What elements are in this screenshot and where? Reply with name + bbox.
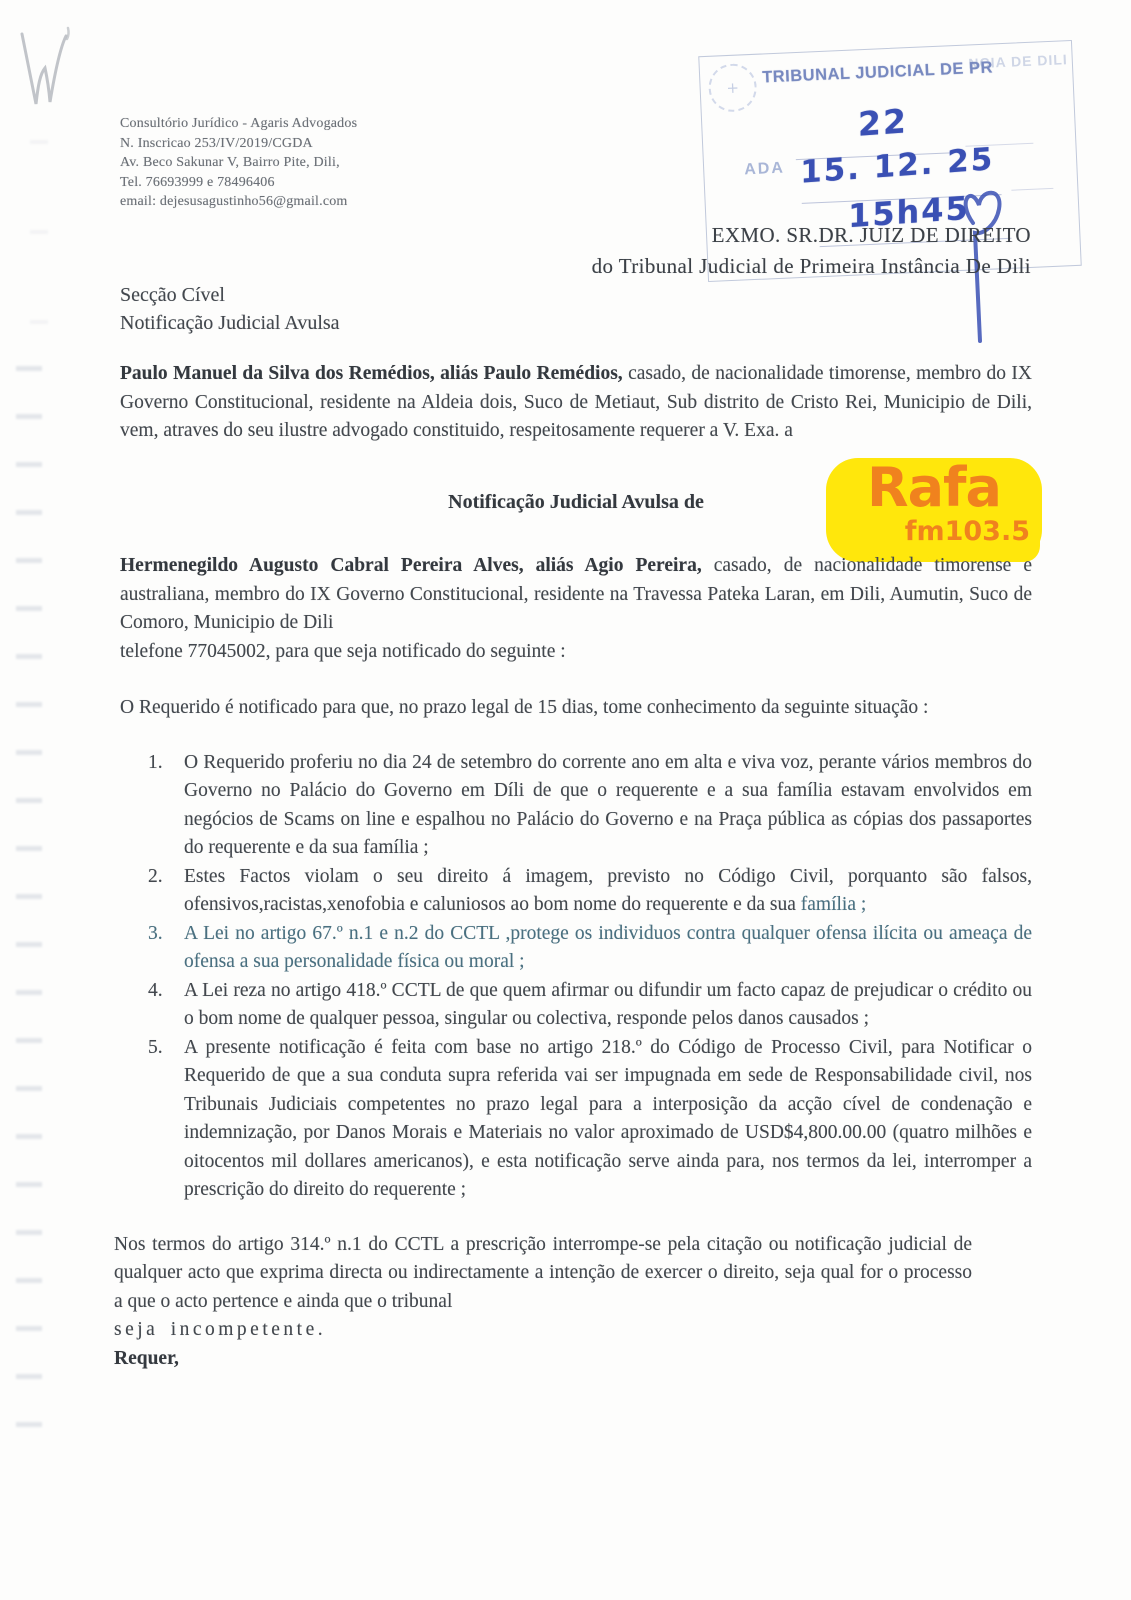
- document-body: [114, 360, 1032, 1373]
- notice-paragraph: O Requerido é notificado para que, no prazo legal de 15 dias, tome conhecimento da seguinte situação :: [120, 697, 929, 718]
- respondent-phone: telefone 77045002, para que seja notificado do seguinte :: [120, 640, 566, 662]
- list-item: [148, 749, 1032, 863]
- list-item-number: 2.: [148, 865, 163, 887]
- pen-mark-icon: [12, 24, 74, 116]
- list-item: [148, 977, 1032, 1034]
- letterhead-firm: Consultório Jurídico - Agaris Advogados: [120, 116, 358, 131]
- applicant-paragraph: [120, 360, 1032, 446]
- list-item-text: A Lei reza no artigo 418.º CCTL de que quem afirmar ou difundir um facto capaz de prejudicar o crédito ou o bom nome de qualquer pessoa, singular ou colectiva, responde pelos danos causados ;: [184, 979, 1032, 1029]
- handwritten-entry-time: 15h45: [848, 188, 970, 236]
- list-item-number: 4.: [148, 979, 163, 1001]
- section-line2: Notificação Judicial Avulsa: [120, 312, 340, 334]
- addressee-line1: EXMO. SR.DR. JUIZ DE DIREITO: [711, 223, 1031, 247]
- closing-paragraph: [114, 1231, 972, 1374]
- stamp-title: TRIBUNAL JUDICIAL DE PR: [761, 58, 994, 87]
- respondent-name: Hermenegildo Augusto Cabral Pereira Alves, aliás Agio Pereira,: [120, 555, 702, 576]
- stamp-emblem-icon: +: [708, 63, 758, 113]
- list-item-number: 1.: [148, 751, 163, 773]
- list-item-number: 5.: [148, 1036, 163, 1058]
- closing-last-line: seja incompetente.: [114, 1319, 327, 1340]
- handwritten-entry-number: 22: [858, 101, 908, 144]
- stamp-rule-line: [1011, 188, 1053, 191]
- applicant-details: casado, de nacionalidade timorense, membro do IX Governo Constitucional, residente na Aldeia dois, Suco de Metiaut, Sub distrito de Cristo Rei, Municipio de Dili, vem, atraves do seu ilustre advogado constituido, respeitosamente requerer a V. Exa. a: [120, 363, 1032, 441]
- list-item: [148, 920, 1032, 977]
- list-item-text: O Requerido proferiu no dia 24 de setembro do corrente ano em alta e viva voz, perante vários membros do Governo no Palácio do Governo em Díli de que o requerente e a sua família estavam envolvidos em negócios de Scams on line e espalhou no Palácio do Governo e na Praça pública as cópias dos passaportes do requerente e da sua família ;: [184, 751, 1032, 858]
- scan-artifacts-left-top: [30, 140, 48, 340]
- scan-artifacts-left: [16, 366, 42, 1456]
- section-heading: [120, 281, 340, 337]
- letterhead-address: Av. Beco Sakunar V, Bairro Pite, Dili,: [120, 155, 340, 170]
- list-item-text: A presente notificação é feita com base no artigo 218.º do Código de Processo Civil, para Notificar o Requerido de que a sua conduta supra referida vai ser impugnada em sede de Responsabilidade civil, nos Tribunais Judiciais competentes no prazo legal para a interposição da acção cível de condenação e indemnização, por Danos Morais e Materiais no valor aproximado de USD$4,800.00.00 (quatro milhões e oitocentos mil dollares americanos), e esta notificação serve ainda para, nos termos da lei, interromper a prescrição do direito do requerente ;: [184, 1036, 1032, 1200]
- stamp-title-faded: NCIA DE DILI: [968, 51, 1069, 72]
- logo-frequency: fm103.5: [904, 516, 1030, 547]
- applicant-name: Paulo Manuel da Silva dos Remédios, aliás Paulo Remédios,: [120, 363, 623, 384]
- addressee-block: [391, 220, 1031, 282]
- list-item: [148, 1034, 1032, 1205]
- list-item-tail: família ;: [795, 894, 867, 915]
- letterhead-phone: Tel. 76693999 e 78496406: [120, 174, 275, 190]
- respondent-paragraph: [120, 552, 1032, 666]
- respondent-details: casado, de nacionalidade timorense e australiana, membro do IX Governo Constitucional, residente na Travessa Pateka Laran, em Dili, Aumutin, Suco de Comoro, Municipio de Dili: [120, 555, 1032, 633]
- section-line1: Secção Cível: [120, 284, 225, 306]
- closing-text: Nos termos do artigo 314.º n.1 do CCTL a prescrição interrompe-se pela citação ou notificação judicial de qualquer acto que exprima directa ou indirectamente a intenção de exercer o direito, seja qual for o processo a que o acto pertence e ainda que o tribunal: [114, 1233, 972, 1312]
- logo-station-name: Rafa: [867, 456, 1001, 519]
- list-item-number: 3.: [148, 922, 163, 944]
- addressee-line2: do Tribunal Judicial de Primeira Instância De Dili: [591, 254, 1031, 278]
- numbered-list: [120, 749, 1032, 1205]
- list-item-text: A Lei no artigo 67.º n.1 e n.2 do CCTL ,protege os individuos contra qualquer ofensa ilícita ou ameaça de ofensa a sua personalidade física ou moral ;: [184, 922, 1032, 972]
- handwritten-entry-date: 15. 12. 25: [800, 141, 995, 191]
- requer-label: Requer,: [114, 1347, 179, 1369]
- list-item-text: Estes Factos violam o seu direito á imagem, previsto no Código Civil, porquanto são falsos, ofensivos,racistas,xenofobia e caluniosos ao bom nome do requerente e da sua família ;: [184, 865, 1032, 915]
- list-item: [148, 863, 1032, 920]
- letterhead-registration: N. Inscricao 253/IV/2019/CGDA: [120, 135, 313, 151]
- letterhead: [120, 114, 357, 212]
- letterhead-email: email: dejesusagustinho56@gmail.com: [120, 194, 348, 209]
- stamp-entry-label: ADA: [743, 159, 786, 179]
- document-title: Notificação Judicial Avulsa de: [448, 490, 704, 513]
